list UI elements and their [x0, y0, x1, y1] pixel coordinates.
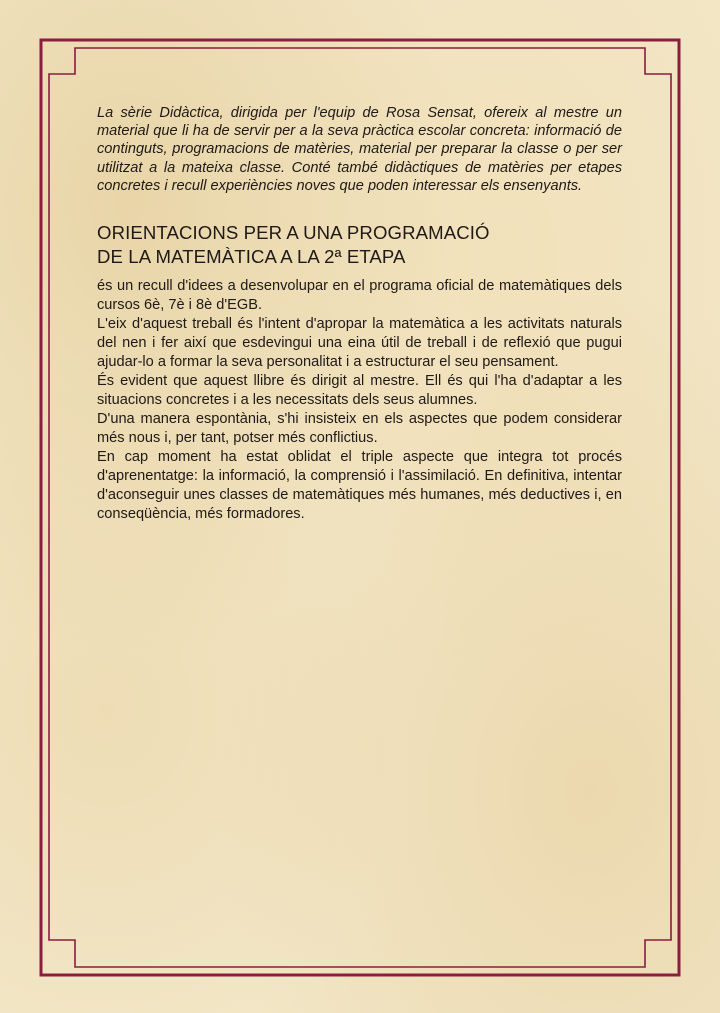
- heading-line-1: ORIENTACIONS PER A UNA PROGRAMACIÓ: [97, 222, 490, 244]
- text-content: [97, 104, 622, 524]
- intro-paragraph: La sèrie Didàctica, dirigida per l'equip de Rosa Sensat, ofereix al mestre un material que li ha de servir per a la seva pràctica escolar concreta: informació de continguts, programacions de matèries, material per preparar la classe o per ser utilitzat a la mateixa classe. Conté també didàctiques de matèries per etapes concretes i recull experiències noves que poden interessar els ensenyants.: [97, 105, 622, 194]
- body-paragraph-1: és un recull d'idees a desenvolupar en el programa oficial de matemàtiques dels cursos 6è, 7è i 8è d'EGB.: [97, 278, 622, 314]
- body-paragraph-5: En cap moment ha estat oblidat el triple aspecte que integra tot procés d'aprenentatge: la informació, la comprensió i l'assimilació. En definitiva, intentar d'aconseguir unes classes de matemàtiques més humanes, més deductives i, en conseqüència, més formadores.: [97, 449, 622, 523]
- body-paragraph-4: D'una manera espontània, s'hi insisteix en els aspectes que podem considerar més nous i, per tant, potser més conflictius.: [97, 411, 622, 447]
- body-paragraph-3: És evident que aquest llibre és dirigit al mestre. Ell és qui l'ha d'adaptar a les situacions concretes i a les necessitats dels seus alumnes.: [97, 373, 622, 409]
- section-heading: [97, 221, 622, 269]
- body-text: [97, 277, 622, 524]
- heading-line-2: DE LA MATEMÀTICA A LA 2ª ETAPA: [97, 246, 406, 268]
- body-paragraph-2: L'eix d'aquest treball és l'intent d'apropar la matemàtica a les activitats naturals del nen i fer així que esdevingui una eina útil de treball i de reflexió que pugui ajudar-lo a formar la seva personalitat i a estructurar el seu pensament.: [97, 316, 622, 371]
